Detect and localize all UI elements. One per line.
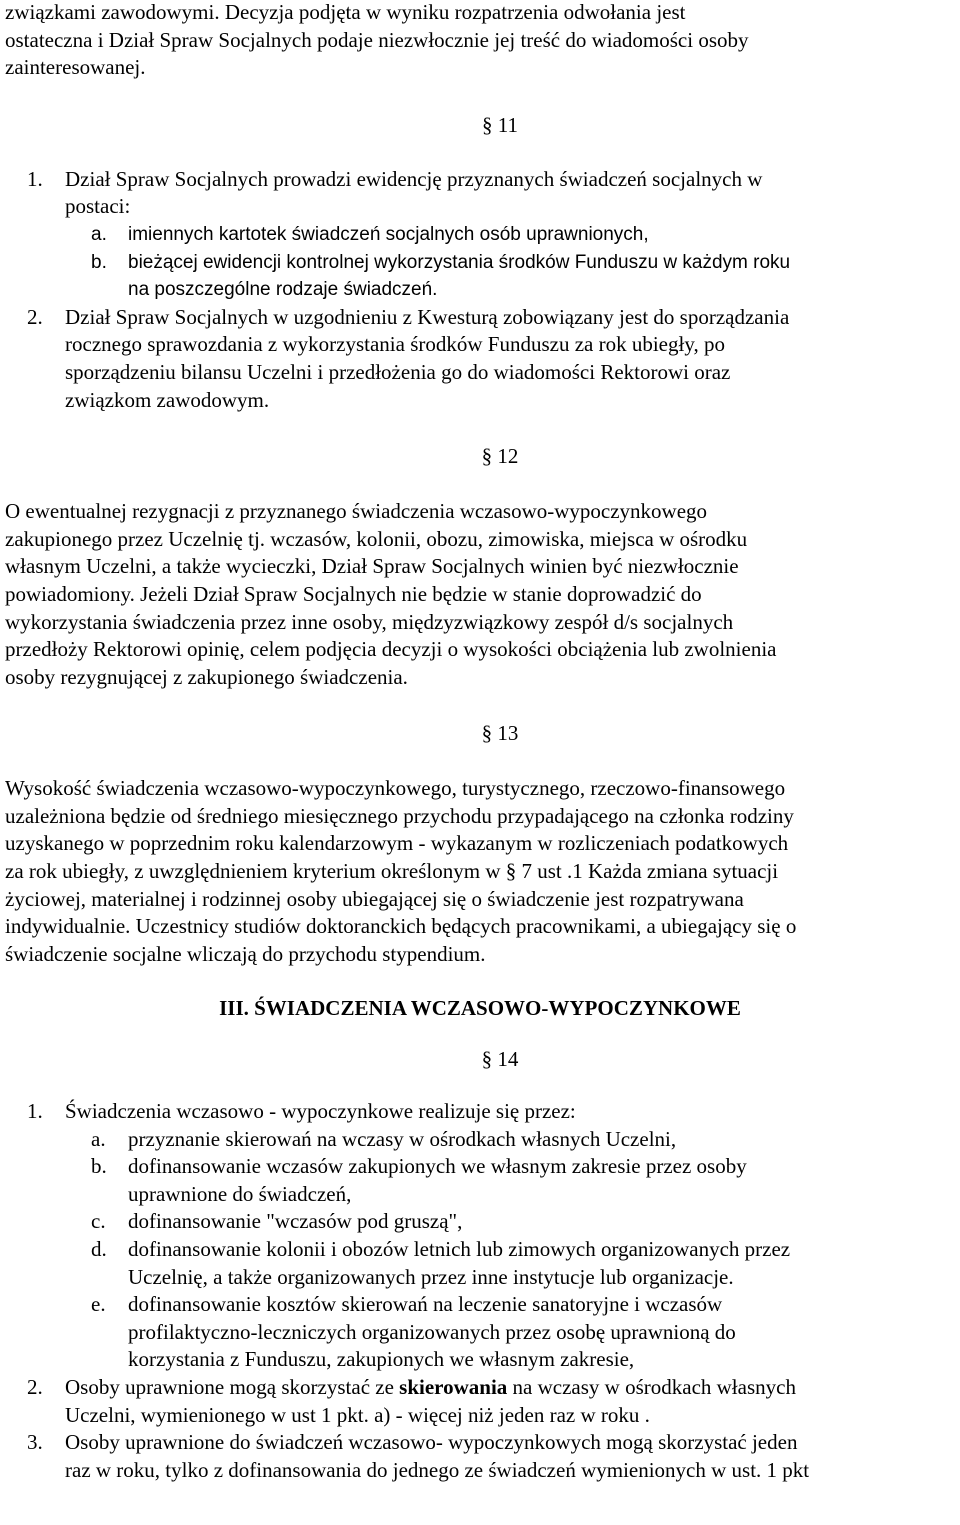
text-line: związkom zawodowym. — [65, 387, 270, 412]
section-number: 13 — [497, 721, 519, 746]
text-line: O ewentualnej rezygnacji z przyznanego świadczenia wczasowo-wypoczynkowego — [5, 499, 708, 524]
text-line: dofinansowanie kolonii i obozów letnich lub zimowych organizowanych przez — [128, 1237, 791, 1261]
text-line: ostateczna i Dział Spraw Socjalnych podaje niezwłocznie jej treść do wiadomości osoby — [5, 27, 749, 52]
sub-letter: d. — [91, 1237, 107, 1261]
section-heading-11 — [45, 111, 955, 139]
sub-item-b — [5, 1153, 955, 1208]
text-line: dofinansowanie "wczasów pod gruszą", — [128, 1209, 463, 1234]
text-line: Osoby uprawnione do świadczeń wczasowo- wypoczynkowych mogą skorzystać jeden — [65, 1430, 798, 1455]
text-line: Wysokość świadczenia wczasowo-wypoczynkowego, turystycznego, rzeczowo-finansowego — [5, 776, 786, 801]
text-line: na poszczególne rodzaje świadczeń. — [128, 279, 438, 301]
text-line: świadczenie socjalne wliczają do przychodu stypendium. — [5, 941, 486, 966]
text-line: bieżącej ewidencji kontrolnej wykorzystania środków Funduszu w każdym roku — [128, 251, 791, 273]
text-line: dofinansowanie wczasów zakupionych we własnym zakresie przez osoby — [128, 1154, 747, 1179]
section-heading-12 — [45, 442, 955, 470]
text-segment: na wczasy w ośrodkach własnych — [507, 1374, 796, 1399]
text-line: Dział Spraw Socjalnych prowadzi ewidencję przyznanych świadczeń socjalnych w — [65, 166, 763, 191]
intro-paragraph — [5, 0, 955, 82]
text-line: zainteresowanej. — [5, 55, 146, 80]
text-line: Uczelnię, a także organizowanych przez inne instytucje lub organizacje. — [128, 1264, 734, 1289]
sub-item-d — [5, 1236, 955, 1291]
sub-letter: a. — [91, 223, 107, 245]
text-line: sporządzeniu bilansu Uczelni i przedłożenia go do wiadomości Rektorowi oraz — [65, 359, 731, 384]
text-line: uzyskanego w poprzednim roku kalendarzowym - wykazanym w rozliczeniach podatkowych — [5, 831, 789, 856]
chapter-heading: III. ŚWIADCZENIA WCZASOWO-WYPOCZYNKOWE — [219, 996, 741, 1021]
document-page — [5, 0, 955, 1484]
text-line: Świadczenia wczasowo - wypoczynkowe realizuje się przez: — [65, 1099, 576, 1124]
sub-item-c — [5, 1208, 955, 1236]
section-heading-13 — [45, 719, 955, 747]
list-number: 3. — [27, 1430, 43, 1455]
text-segment: Osoby uprawnione mogą skorzystać ze — [65, 1374, 400, 1399]
list-number: 1. — [27, 166, 43, 191]
list-number: 2. — [27, 304, 43, 329]
text-line: uprawnione do świadczeń, — [128, 1181, 352, 1206]
section-symbol: § — [482, 112, 493, 137]
section-number: 11 — [497, 112, 518, 137]
sub-item-b — [5, 249, 955, 304]
sub-letter: b. — [91, 251, 107, 273]
bold-term: skierowania — [399, 1374, 508, 1399]
text-line: profilaktyczno-leczniczych organizowanych przez osobę uprawnioną do — [128, 1319, 736, 1344]
text-line: dofinansowanie kosztów skierowań na leczenie sanatoryjne i wczasów — [128, 1292, 723, 1317]
text-line: życiowej, materialnej i rodzinnej osoby ubiegającej się o świadczenie jest rozpatrywana — [5, 886, 744, 911]
sub-letter: c. — [91, 1209, 106, 1234]
list-item-2 — [5, 1374, 955, 1429]
text-line: postaci: — [65, 194, 131, 219]
text-line: uzależniona będzie od średniego miesięcznego przychodu przypadającego na członka rodziny — [5, 803, 794, 828]
section-number: 12 — [497, 444, 519, 469]
sub-item-a — [5, 1126, 955, 1154]
text-line: zakupionego przez Uczelnię tj. wczasów, kolonii, obozu, zimowiska, miejsca w ośrodku — [5, 526, 748, 551]
text-line: osoby rezygnującej z zakupionego świadczenia. — [5, 664, 408, 689]
list-number: 2. — [27, 1374, 43, 1399]
text-line: powiadomiony. Jeżeli Dział Spraw Socjalnych nie będzie w stanie doprowadzić do — [5, 581, 702, 606]
section-12-paragraph — [5, 498, 955, 691]
sub-letter: b. — [91, 1154, 107, 1179]
list-number: 1. — [27, 1099, 43, 1124]
text-line: przyznanie skierowań na wczasy w ośrodkach własnych Uczelni, — [128, 1126, 677, 1151]
text-line: Uczelni, wymienionego w ust 1 pkt. a) - więcej niż jeden raz w roku . — [65, 1402, 650, 1427]
text-line: własnym Uczelni, a także wycieczki, Dział Spraw Socjalnych winien być niezwłocznie — [5, 554, 739, 579]
list-item-3 — [5, 1429, 955, 1484]
text-line: raz w roku, tylko z dofinansowania do jednego ze świadczeń wymienionych w ust. 1 pkt — [65, 1457, 810, 1482]
text-line: indywidualnie. Uczestnicy studiów doktoranckich będących pracownikami, a ubiegający się o — [5, 914, 797, 939]
section-symbol: § — [481, 1047, 493, 1072]
text-line: rocznego sprawozdania z wykorzystania środków Funduszu za rok ubiegły, po — [65, 332, 725, 357]
text-line: przedłoży Rektorowi opinię, celem podjęcia decyzji o wysokości obciążenia lub zwolnienia — [5, 637, 777, 662]
text-line: związkami zawodowymi. Decyzja podjęta w wyniku rozpatrzenia odwołania jest — [5, 0, 686, 24]
section-symbol: § — [481, 721, 493, 746]
section-13-paragraph — [5, 775, 955, 968]
section-number: 14 — [497, 1047, 519, 1072]
section-heading-14 — [45, 1045, 955, 1073]
sub-item-a — [5, 221, 955, 249]
text-line: korzystania z Funduszu, zakupionych we własnym zakresie, — [128, 1347, 635, 1372]
text-line: za rok ubiegły, z uwzględnieniem kryterium określonym w § 7 ust .1 Każda zmiana sytuacji — [5, 859, 779, 884]
list-item-1 — [5, 166, 955, 221]
sub-letter: a. — [91, 1126, 106, 1151]
text-line: wykorzystania świadczenia przez inne osoby, międzyzwiązkowy zespół d/s socjalnych — [5, 609, 734, 634]
sub-letter: e. — [91, 1292, 106, 1317]
sub-item-e — [5, 1291, 955, 1374]
section-symbol: § — [481, 444, 493, 469]
text-line: Dział Spraw Socjalnych w uzgodnieniu z Kwesturą zobowiązany jest do sporządzania — [65, 304, 790, 329]
list-item-1 — [5, 1098, 955, 1126]
list-item-2 — [5, 304, 955, 414]
text-line: imiennych kartotek świadczeń socjalnych osób uprawnionych, — [128, 223, 649, 245]
